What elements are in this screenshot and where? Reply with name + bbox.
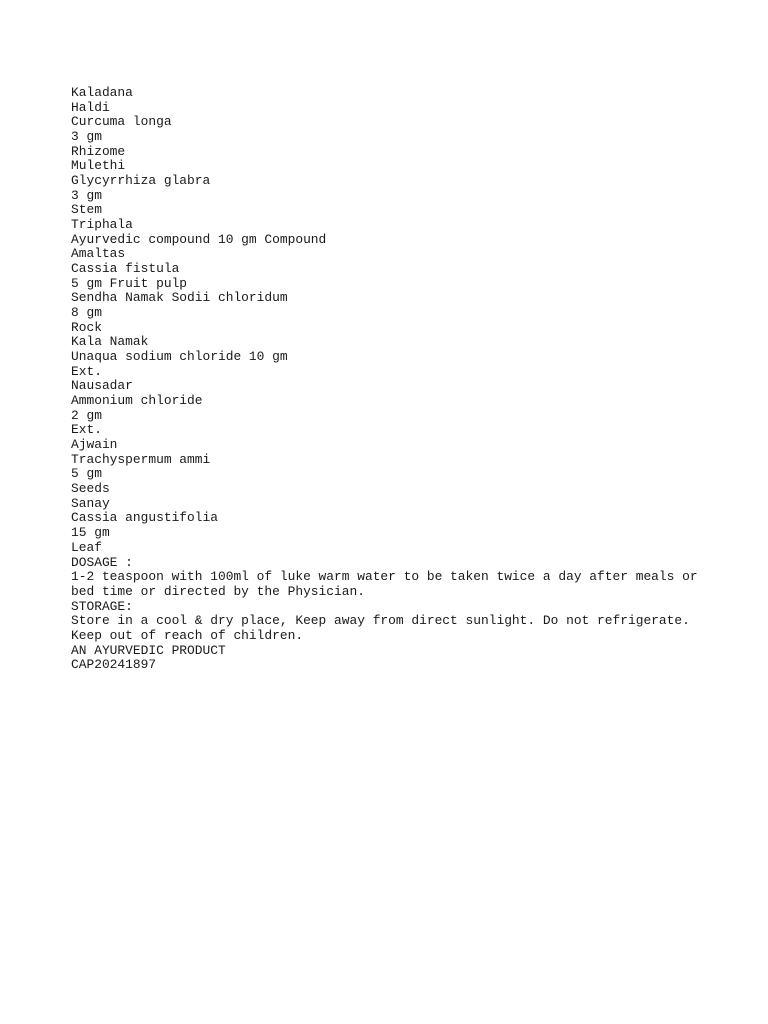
- ingredient-part: Leaf: [71, 539, 102, 555]
- ingredient-botanical-trachyspermum: Trachyspermum ammi: [71, 451, 211, 467]
- storage-heading: STORAGE:: [71, 598, 133, 614]
- ingredient-part: Seeds: [71, 481, 110, 497]
- dosage-text: bed time or directed by the Physician.: [71, 583, 365, 599]
- ingredient-name-triphala: Triphala: [71, 217, 133, 233]
- ingredient-quantity: 15 gm: [71, 525, 110, 541]
- ingredient-quantity: 5 gm: [71, 466, 102, 482]
- ingredient-name-sanay: Sanay: [71, 495, 110, 511]
- document-page: [71, 86, 731, 673]
- ingredient-quantity: 2 gm: [71, 407, 102, 423]
- ingredient-part: Rhizome: [71, 143, 126, 159]
- ingredient-name-kaladana: Kaladana: [71, 85, 133, 100]
- ingredient-botanical-cassia-angustifolia: Cassia angustifolia: [71, 510, 218, 526]
- ingredient-botanical-curcuma: Curcuma longa: [71, 114, 172, 130]
- ingredient-name-nausadar: Nausadar: [71, 378, 133, 394]
- ingredient-name-ajwain: Ajwain: [71, 437, 118, 453]
- ingredient-quantity: 3 gm: [71, 187, 102, 203]
- ingredient-part: Stem: [71, 202, 102, 218]
- ingredient-botanical-glycyrrhiza: Glycyrrhiza glabra: [71, 173, 211, 189]
- dosage-heading: DOSAGE :: [71, 554, 133, 570]
- ingredient-part: Ext.: [71, 363, 102, 379]
- ingredient-name-haldi: Haldi: [71, 99, 110, 115]
- ingredient-detail-triphala: Ayurvedic compound 10 gm Compound: [71, 231, 327, 247]
- ingredient-detail-kala-namak: Unaqua sodium chloride 10 gm: [71, 349, 288, 365]
- ingredient-botanical-ammonium-chloride: Ammonium chloride: [71, 393, 203, 409]
- ingredient-botanical-cassia-fistula: Cassia fistula: [71, 261, 180, 277]
- ingredient-part: Rock: [71, 319, 102, 335]
- product-code: CAP20241897: [71, 657, 157, 673]
- product-type: AN AYURVEDIC PRODUCT: [71, 642, 226, 658]
- ingredient-name-amaltas: Amaltas: [71, 246, 126, 262]
- ingredient-name-kala-namak: Kala Namak: [71, 334, 149, 350]
- dosage-text: 1-2 teaspoon with 100ml of luke warm water to be taken twice a day after meals or: [71, 569, 698, 585]
- ingredient-quantity: 3 gm: [71, 129, 102, 145]
- ingredient-quantity-part: 5 gm Fruit pulp: [71, 275, 188, 291]
- ingredient-part: Ext.: [71, 422, 102, 438]
- ingredient-name-mulethi: Mulethi: [71, 158, 126, 174]
- storage-text: Store in a cool & dry place, Keep away from direct sunlight. Do not refrigerate.: [71, 613, 690, 629]
- storage-text: Keep out of reach of children.: [71, 627, 304, 643]
- ingredient-name-sendha-namak: Sendha Namak Sodii chloridum: [71, 290, 288, 306]
- ingredient-quantity: 8 gm: [71, 305, 102, 321]
